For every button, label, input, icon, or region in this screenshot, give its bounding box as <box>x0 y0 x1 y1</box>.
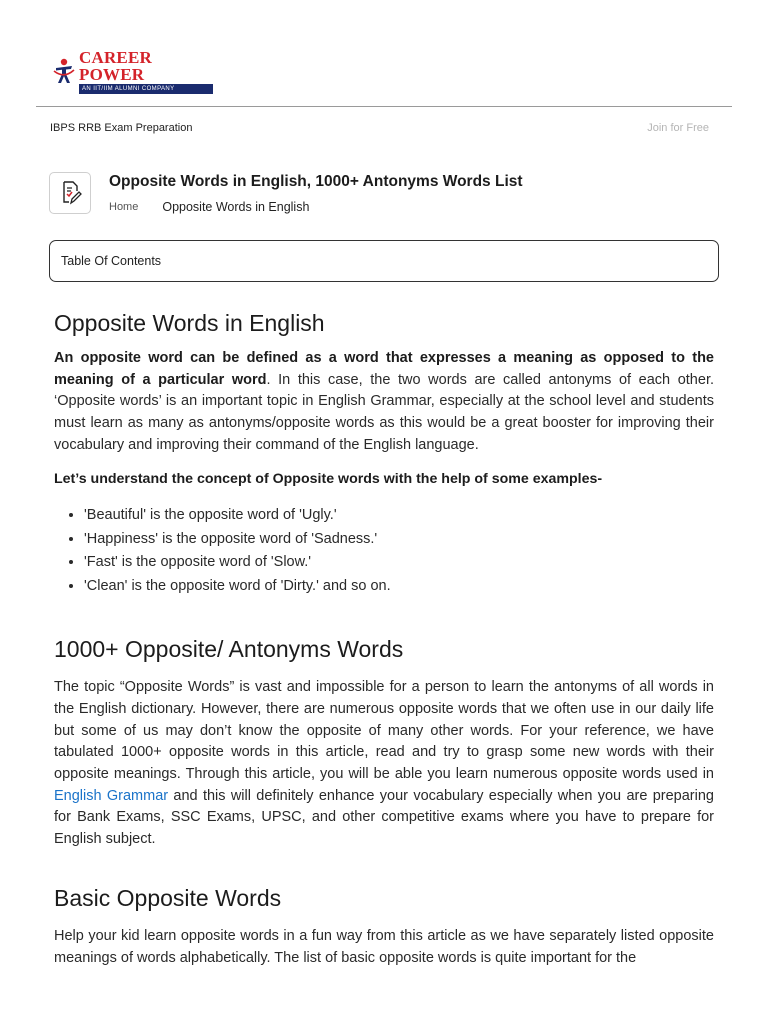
career-power-logo[interactable] <box>53 47 213 92</box>
intro-bold: An opposite word can be defined as a word that expresses a meaning as opposed to the meaning of a particular word <box>54 350 714 388</box>
heading-opposite-words: Opposite Words in English <box>54 310 325 336</box>
list-item: • 'Happiness' is the opposite word of 'Sadness.' <box>84 528 714 552</box>
header-divider <box>36 106 732 107</box>
list-item: • 'Beautiful' is the opposite word of 'Ugly.' <box>84 504 714 528</box>
antonyms-paragraph <box>54 677 714 851</box>
article-title: Opposite Words in English, 1000+ Antonyms Words List <box>109 173 523 190</box>
examples-lead: Let’s understand the concept of Opposite words with the help of some examples- <box>54 470 603 487</box>
article-body <box>54 308 714 969</box>
breadcrumb <box>109 200 309 214</box>
list-item: • 'Clean' is the opposite word of 'Dirty.' and so on. <box>84 575 714 599</box>
breadcrumb-home[interactable]: Home <box>109 201 139 213</box>
breadcrumb-current: Opposite Words in English <box>162 200 310 214</box>
sub-navigation <box>0 122 768 140</box>
section-label[interactable]: IBPS RRB Exam Preparation <box>50 122 193 134</box>
article-document-icon <box>49 172 91 214</box>
article-header <box>49 172 729 222</box>
antonyms-text-1: The topic “Opposite Words” is vast and impossible for a person to learn the antonyms of all words in the English dictionary. However, there are numerous opposite words that we often use in our daily life but some of us may don’t know the opposite of many other words. For your reference, we have tabulated 1000+ opposite words in this article, read and try to grasp some new words with their opposite meanings. Through this article, you will be able you learn numerous opposite words used in <box>54 679 714 783</box>
basic-paragraph: Help your kid learn opposite words in a fun way from this article as we have separately listed opposite meanings of words alphabetically. The list of basic opposite words is quite important for the <box>54 927 714 966</box>
antonyms-text-2: and this will definitely enhance your vocabulary especially when you are preparing for Bank Exams, SSC Exams, UPSC, and other competitive exams where you have to prepare for English subject. <box>54 787 714 848</box>
intro-rest: . In this case, the two words are called antonyms of each other. ‘Opposite words’ is an important topic in English Grammar, especially at the school level and students must learn as many as antonyms/opposite words as this would be a great booster for improving their vocabulary and improving their command of the English language. <box>54 371 714 453</box>
logo-figure-icon <box>53 57 75 85</box>
intro-paragraph <box>54 348 714 457</box>
table-of-contents[interactable] <box>49 240 719 282</box>
list-item: • 'Fast' is the opposite word of 'Slow.' <box>84 551 714 575</box>
toc-label: Table Of Contents <box>61 254 162 268</box>
logo-tagline: AN IIT/IIM ALUMNI COMPANY <box>79 84 213 94</box>
examples-list <box>54 504 714 598</box>
heading-antonyms-words: 1000+ Opposite/ Antonyms Words <box>54 636 404 663</box>
join-for-free-link[interactable]: Join for Free <box>647 122 709 134</box>
heading-basic-opposite-words: Basic Opposite Words <box>54 884 282 911</box>
logo-text <box>79 49 213 94</box>
site-header <box>0 0 768 107</box>
english-grammar-link[interactable]: English Grammar <box>54 787 169 804</box>
logo-name: CAREER POWER <box>79 47 152 84</box>
